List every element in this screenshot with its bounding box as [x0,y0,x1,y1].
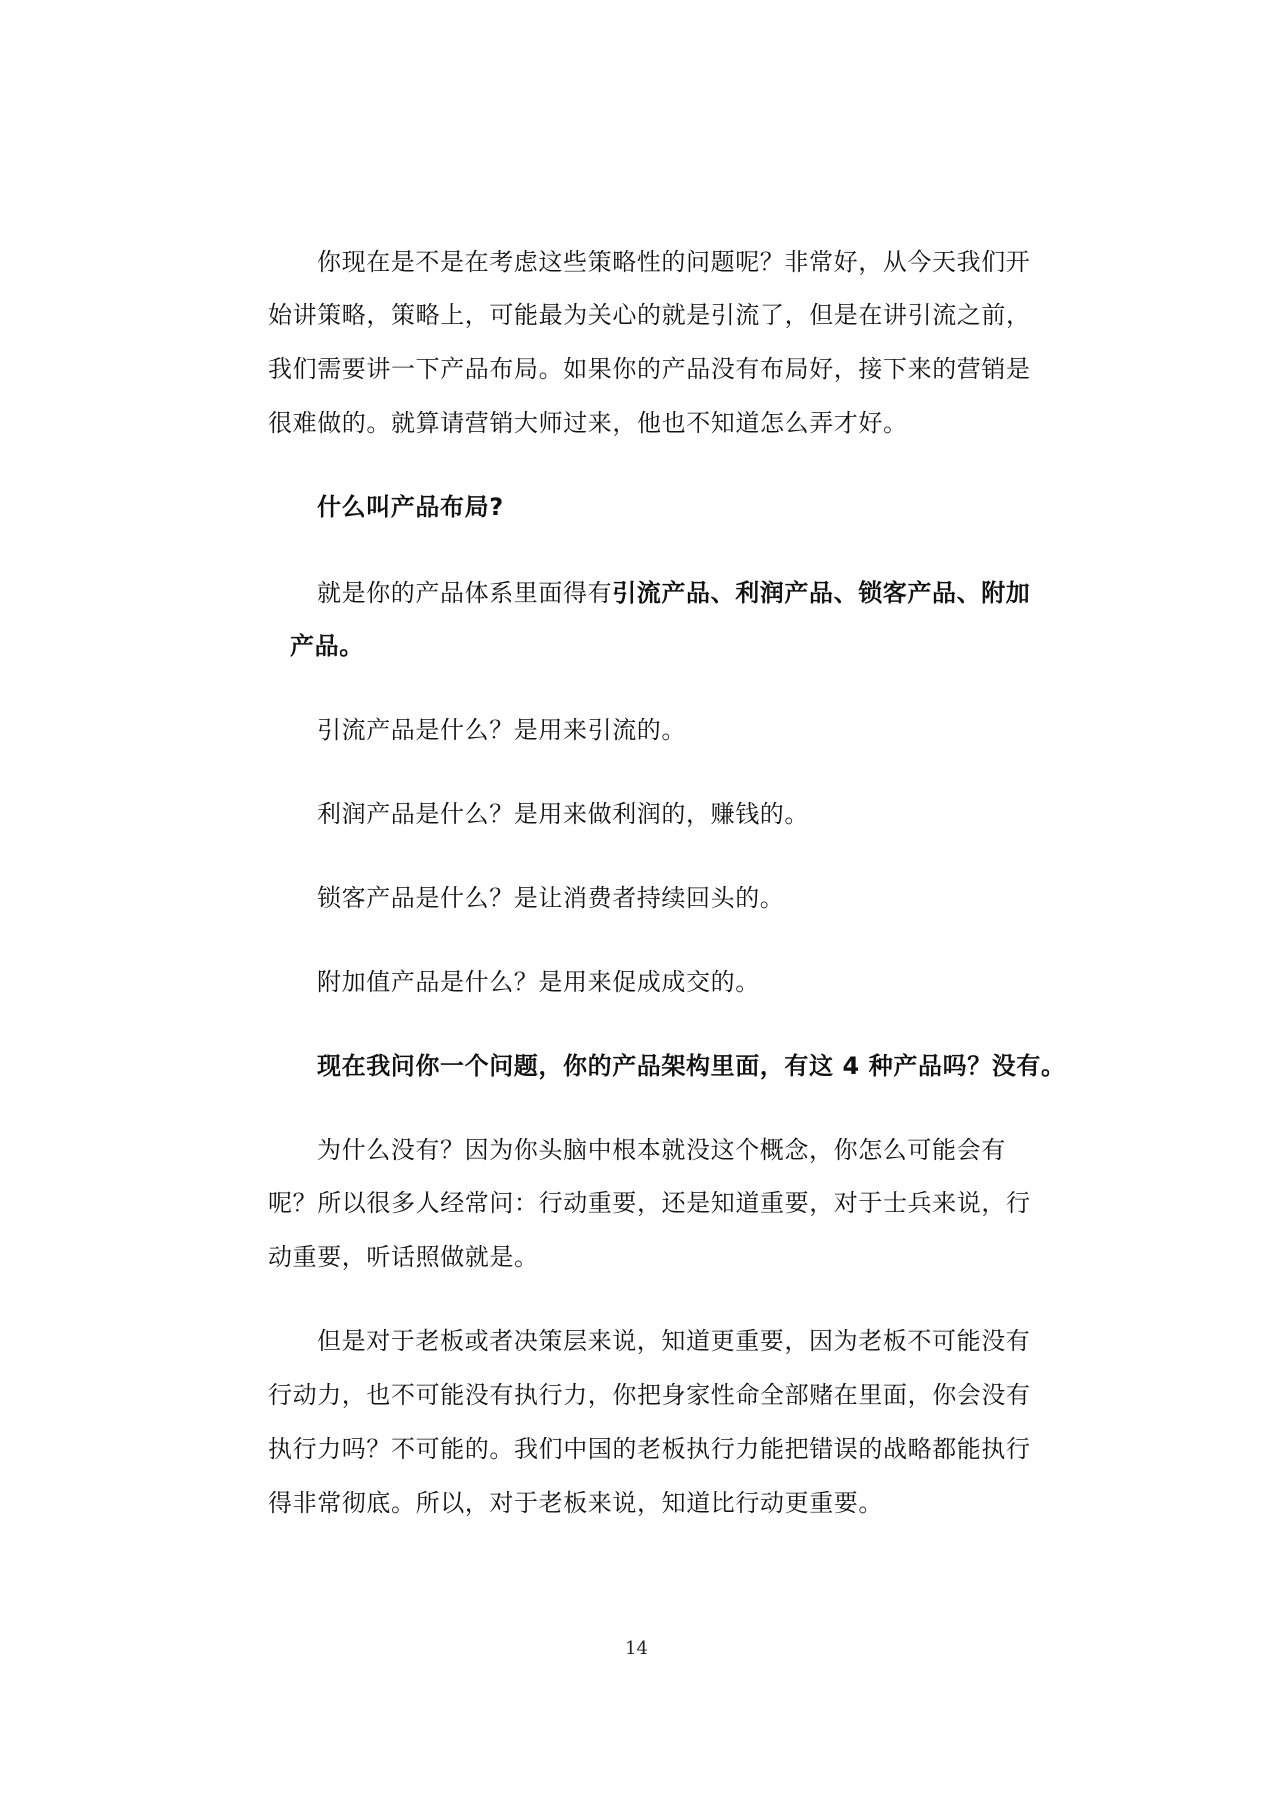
paragraph-10-line-3: 执行力吗？不可能的。我们中国的老板执行力能把错误的战略都能执行 [268,1435,1031,1463]
paragraph-1-line-1: 你现在是不是在考虑这些策略性的问题呢？非常好，从今天我们开 [317,248,1031,276]
definition-profit-product: 利润产品是什么？是用来做利润的，赚钱的。 [317,800,809,828]
section-heading: 什么叫产品布局? [317,493,504,521]
bold-question: 现在我问你一个问题，你的产品架构里面，有这 4 种产品吗？没有。 [317,1052,1066,1080]
page-number: 14 [625,1638,648,1659]
paragraph-9-line-1: 为什么没有？因为你头脑中根本就没这个概念，你怎么可能会有 [317,1136,1006,1164]
paragraph-3-plain-text: 就是你的产品体系里面得有 [317,579,613,607]
paragraph-10-line-1: 但是对于老板或者决策层来说，知道更重要，因为老板不可能没有 [317,1327,1031,1355]
paragraph-3-bold-text: 引流产品、利润产品、锁客产品、附加 [612,579,1031,607]
paragraph-1-line-2: 始讲策略，策略上，可能最为关心的就是引流了，但是在讲引流之前， [268,301,1031,329]
definition-traffic-product: 引流产品是什么？是用来引流的。 [317,716,686,744]
paragraph-1-line-4: 很难做的。就算请营销大师过来，他也不知道怎么弄才好。 [268,409,908,437]
paragraph-3-line-2: 产品。 [290,632,364,660]
definition-addon-product: 附加值产品是什么？是用来促成成交的。 [317,968,760,996]
paragraph-9-line-3: 动重要，听话照做就是。 [268,1243,539,1271]
paragraph-9-line-2: 呢？所以很多人经常问：行动重要，还是知道重要，对于士兵来说，行 [268,1189,1031,1217]
paragraph-3-line-1 [317,576,1030,610]
definition-retention-product: 锁客产品是什么？是让消费者持续回头的。 [317,884,785,912]
paragraph-10-line-4: 得非常彻底。所以，对于老板来说，知道比行动更重要。 [268,1489,883,1517]
paragraph-10-line-2: 行动力，也不可能没有执行力，你把身家性命全部赌在里面，你会没有 [268,1381,1031,1409]
paragraph-1-line-3: 我们需要讲一下产品布局。如果你的产品没有布局好，接下来的营销是 [268,355,1031,383]
